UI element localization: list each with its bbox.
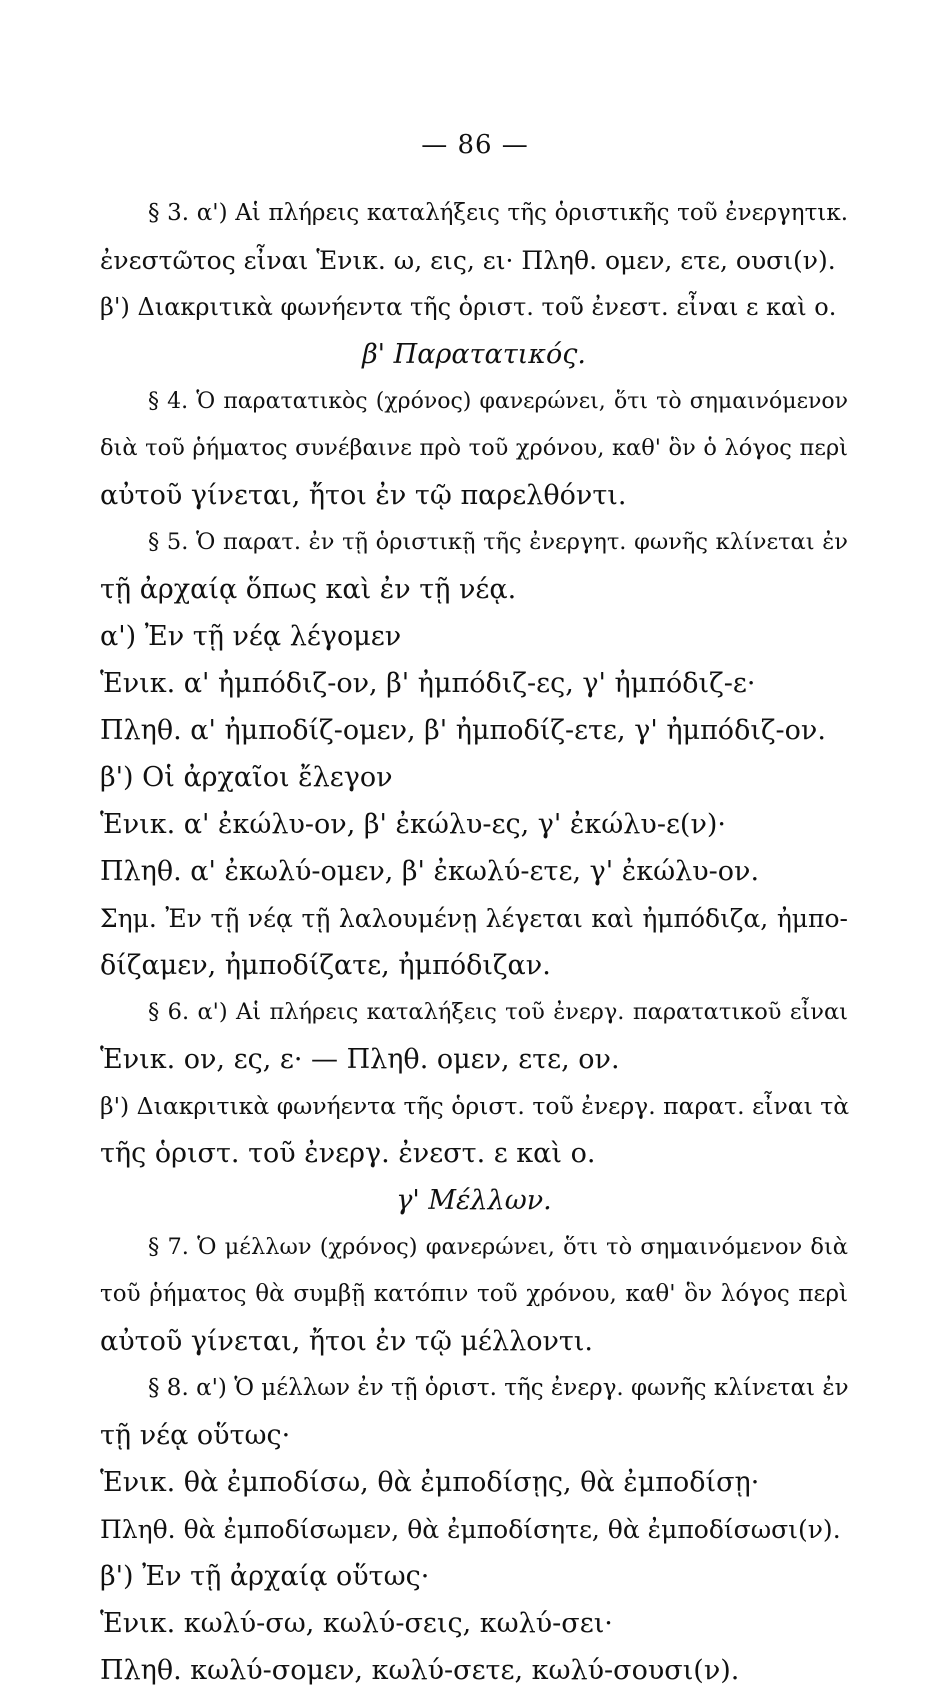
text-line: γ' Μέλλων. [396,1185,552,1216]
text-line: τῇ ἀρχαίᾳ ὅπως καὶ ἐν τῇ νέᾳ. [100,574,517,605]
text-line: § 5. Ὁ παρατ. ἐν τῇ ὁριστικῇ τῆς ἐνεργητ. φωνῆς κλίνεται ἐν [148,529,848,555]
text-line: β') Διακριτικὰ φωνήεντα τῆς ὁριστ. τοῦ ἐνεργ. παρατ. εἶναι τὰ [100,1092,850,1120]
text-line: Σημ. Ἐν τῇ νέᾳ τῇ λαλουμένῃ λέγεται καὶ ἠμπόδιζα, ἠμπο- [100,904,848,933]
text-line: α') Ἐν τῇ νέᾳ λέγομεν [100,621,402,652]
text-line: β' Παρατατικός. [362,339,586,370]
text-line: § 7. Ὁ μέλλων (χρόνος) φανερώνει, ὅτι τὸ σημαινόμενον διὰ [148,1234,848,1260]
text-line: Ἑνικ. α' ἐκώλυ-ον, β' ἐκώλυ-ες, γ' ἐκώλυ-ε(ν)· [100,809,726,840]
text-line: Ἑνικ. ον, ες, ε· — Πληθ. ομεν, ετε, ον. [100,1044,620,1075]
text-line: β') Διακριτικὰ φωνήεντα τῆς ὁριστ. τοῦ ἐνεστ. εἶναι ε καὶ ο. [100,293,837,321]
text-line: διὰ τοῦ ῥήματος συνέβαινε πρὸ τοῦ χρόνου, καθ' ὃν ὁ λόγος περὶ [100,435,848,461]
text-line: β') Οἱ ἀρχαῖοι ἔλεγον [100,762,393,793]
text-line: Πληθ. κωλύ-σομεν, κωλύ-σετε, κωλύ-σουσι(ν). [100,1655,740,1686]
page-number: — 86 — [421,130,529,160]
text-line: Πληθ. α' ἐκωλύ-ομεν, β' ἐκωλύ-ετε, γ' ἐκώλυ-ον. [100,856,760,887]
text-line: β') Ἐν τῇ ἀρχαίᾳ οὕτως· [100,1561,430,1592]
text-line: αὐτοῦ γίνεται, ἤτοι ἐν τῷ παρελθόντι. [100,480,627,511]
text-line: § 8. α') Ὁ μέλλων ἐν τῇ ὁριστ. τῆς ἐνεργ. φωνῆς κλίνεται ἐν [148,1375,849,1401]
text-line: Ἑνικ. κωλύ-σω, κωλύ-σεις, κωλύ-σει· [100,1608,613,1639]
text-line: δίζαμεν, ἠμποδίζατε, ἠμπόδιζαν. [100,950,551,981]
text-line: αὐτοῦ γίνεται, ἤτοι ἐν τῷ μέλλοντι. [100,1326,593,1357]
text-line: § 4. Ὁ παρατατικὸς (χρόνος) φανερώνει, ὅτι τὸ σημαινόμενον [148,389,848,414]
text-line: Ἑνικ. θὰ ἐμποδίσω, θὰ ἐμποδίσῃς, θὰ ἐμποδίσῃ· [100,1467,760,1498]
text-line: Πληθ. α' ἠμποδίζ-ομεν, β' ἠμποδίζ-ετε, γ' ἠμπόδιζ-ον. [100,715,826,746]
text-line: Πληθ. θὰ ἐμποδίσωμεν, θὰ ἐμποδίσητε, θὰ ἐμποδίσωσι(ν). [100,1515,841,1544]
text-line: ἐνεστῶτος εἶναι Ἑνικ. ω, εις, ει· Πληθ. ομεν, ετε, ουσι(ν). [100,246,836,275]
text-line: τῇ νέᾳ οὕτως· [100,1420,291,1451]
text-line: τῆς ὁριστ. τοῦ ἐνεργ. ἐνεστ. ε καὶ ο. [100,1138,596,1169]
text-line: τοῦ ῥήματος θὰ συμβῇ κατόπιν τοῦ χρόνου, καθ' ὃν λόγος περὶ [100,1281,848,1307]
page-body-text [100,190,848,1694]
text-line: § 3. α') Αἱ πλήρεις καταλήξεις τῆς ὁριστικῆς τοῦ ἐνεργητικ. [148,200,848,226]
text-line: § 6. α') Αἱ πλήρεις καταλήξεις τοῦ ἐνεργ. παρατατικοῦ εἶναι [148,999,848,1025]
text-line: Ἑνικ. α' ἠμπόδιζ-ον, β' ἠμπόδιζ-ες, γ' ἠμπόδιζ-ε· [100,668,756,699]
